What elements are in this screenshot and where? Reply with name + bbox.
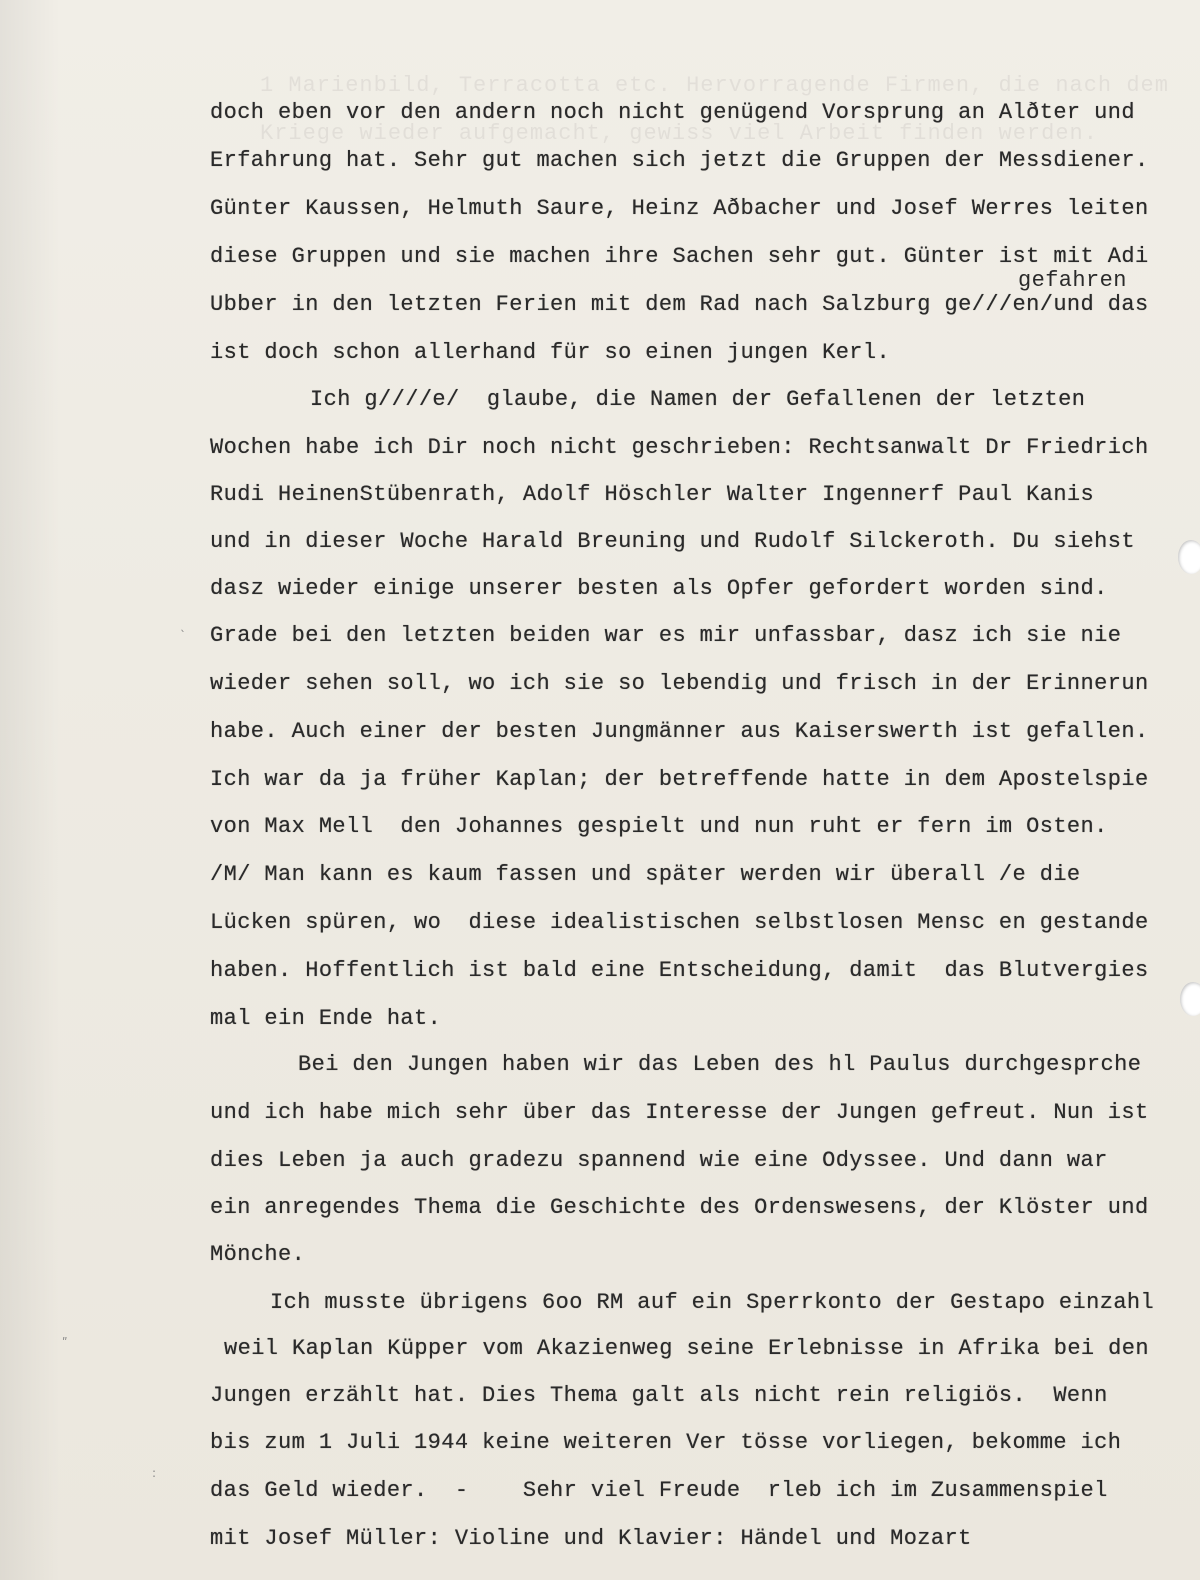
text-line: Ich musste übrigens 6oo RM auf ein Sperrkonto der Gestapo einzahl xyxy=(270,1290,1155,1315)
text-line: mal ein Ende hat. xyxy=(210,1006,442,1031)
text-line: Ich war da ja früher Kaplan; der betreffende hatte in dem Apostelspie xyxy=(210,767,1149,792)
text-line: /M/ Man kann es kaum fassen und später werden wir überall /e die xyxy=(210,862,1081,887)
text-line: mit Josef Müller: Violine und Klavier: Händel und Mozart xyxy=(210,1526,972,1551)
text-line: und ich habe mich sehr über das Interesse der Jungen gefreut. Nun ist xyxy=(210,1100,1149,1125)
text-line: Günter Kaussen, Helmuth Saure, Heinz Aðbacher und Josef Werres leiten xyxy=(210,196,1149,221)
text-line: haben. Hoffentlich ist bald eine Entscheidung, damit das Blutvergies xyxy=(210,958,1149,983)
text-line: habe. Auch einer der besten Jungmänner aus Kaiserswerth ist gefallen. xyxy=(210,719,1149,744)
text-line: von Max Mell den Johannes gespielt und nun ruht er fern im Osten. xyxy=(210,814,1108,839)
text-line: Rudi HeinenStübenrath, Adolf Höschler Walter Ingennerf Paul Kanis xyxy=(210,482,1095,507)
text-line: Mönche. xyxy=(210,1242,306,1267)
text-line: ist doch schon allerhand für so einen jungen Kerl. xyxy=(210,340,891,365)
text-line: Wochen habe ich Dir noch nicht geschrieben: Rechtsanwalt Dr Friedrich xyxy=(210,435,1149,460)
text-line: Bei den Jungen haben wir das Leben des hl Paulus durchgesprche xyxy=(298,1052,1142,1077)
text-line: Ich g////e/ glaube, die Namen der Gefallenen der letzten xyxy=(310,387,1086,412)
text-line: das Geld wieder. - Sehr viel Freude rleb ich im Zusammenspiel xyxy=(210,1478,1108,1503)
paper-mark: ˎ xyxy=(180,618,186,632)
text-line: Ubber in den letzten Ferien mit dem Rad nach Salzburg ge///en/und das xyxy=(210,292,1149,317)
text-line: Erfahrung hat. Sehr gut machen sich jetzt die Gruppen der Messdiener. xyxy=(210,148,1149,173)
punch-hole xyxy=(1180,982,1200,1016)
text-line: diese Gruppen und sie machen ihre Sachen sehr gut. Günter ist mit Adi xyxy=(210,244,1149,269)
insertion-above: gefahren xyxy=(1018,268,1127,293)
show-through-text: 1 Marienbild, Terracotta etc. Hervorragende Firmen, die nach dem Kriege wieder aufgemacht, gewiss viel Arbeit finden werden. xyxy=(260,73,1169,146)
paper-mark: ʺ xyxy=(62,1336,68,1350)
text-line: doch eben vor den andern noch nicht genügend Vorsprung an Alðter und xyxy=(210,100,1135,125)
text-line: ein anregendes Thema die Geschichte des Ordenswesens, der Klöster und xyxy=(210,1195,1149,1220)
text-line: und in dieser Woche Harald Breuning und Rudolf Silckeroth. Du siehst xyxy=(210,529,1135,554)
text-line: dasz wieder einige unserer besten als Opfer gefordert worden sind. xyxy=(210,576,1108,601)
text-line: bis zum 1 Juli 1944 keine weiteren Ver tösse vorliegen, bekomme ich xyxy=(210,1430,1122,1455)
text-line: dies Leben ja auch gradezu spannend wie eine Odyssee. Und dann war xyxy=(210,1148,1108,1173)
text-line: Grade bei den letzten beiden war es mir unfassbar, dasz ich sie nie xyxy=(210,623,1122,648)
text-line: weil Kaplan Küpper vom Akazienweg seine Erlebnisse in Afrika bei den xyxy=(224,1336,1149,1361)
text-line: Jungen erzählt hat. Dies Thema galt als nicht rein religiös. Wenn xyxy=(210,1383,1108,1408)
text-line: wieder sehen soll, wo ich sie so lebendig und frisch in der Erinnerun xyxy=(210,671,1149,696)
text-line: Lücken spüren, wo diese idealistischen selbstlosen Mensc en gestande xyxy=(210,910,1149,935)
punch-hole xyxy=(1178,540,1200,574)
paper-mark: : xyxy=(152,1466,157,1480)
